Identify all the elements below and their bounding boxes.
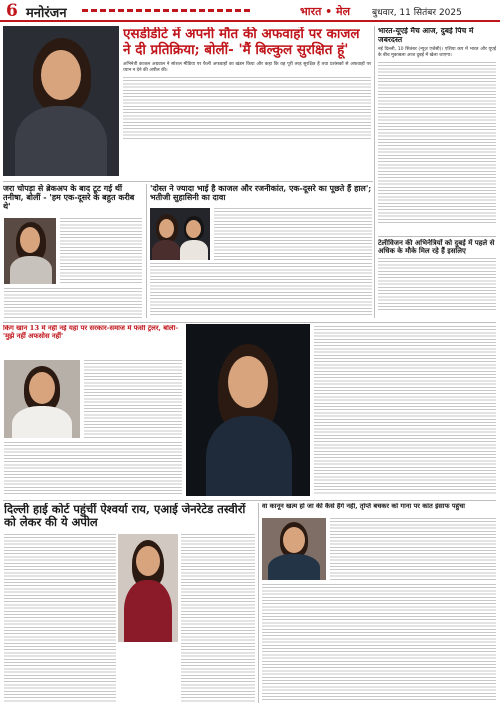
lead-headline: एसडीडीटे में अपनी मौत की अफवाहों पर काजल ने दी प्रतिक्रिया; बोलीं- 'मैं बिल्कुल सुरक्षित हूं' [123, 27, 360, 58]
page-number: 6 [6, 1, 18, 21]
mid-third-headline: किंग खान 13 में नहीं नई यहां पर सरकार-समाज में फंसी ट्रेलर, बोलीं- 'मुझे नहीं अफसोस नहीं' [3, 325, 179, 340]
masthead [0, 0, 500, 22]
lead-story [123, 27, 371, 177]
bottom-left-photo [118, 534, 178, 642]
section-decoration [82, 9, 252, 12]
mid-third-photo-left [4, 360, 80, 438]
bottom-right-headline: वा कानून खत्म हो जा की कैसे हैंगे नहीं, तृप्ति बचकर को गाना पर कांत इंसाफ पहुंचा [262, 503, 465, 510]
section-title: मनोरंजन [26, 6, 67, 21]
right-top-story [378, 27, 496, 233]
right-top-intro: नई दिल्ली, 10 सितंबर (न्यूज़ एजेंसी)। एशिया कप में भारत और यूएई के बीच मुकाबला आज दुबई में खेला जाएगा। [378, 47, 496, 59]
dateline: बुधवार, 11 सितंबर 2025 [372, 8, 462, 18]
right-mid-story [378, 239, 496, 319]
right-mid-headline: टेलीविजन की अभिनेत्रियों को दुबई में पहले से अधिक के मौके मिल रहे हैं इसलिए [378, 239, 495, 256]
right-top-headline: भारत-यूएई मैच आज, दुबई पिच में जबरदस्त [378, 27, 474, 44]
mid-center-headline: 'दोस्त ने ज्यादा भाई है काजल और रजनीकांत, एक-दूसरे का पूछते हैं हाल'; भतीजी सुहासिनी का दावा [150, 184, 372, 203]
mid-third-story [3, 325, 183, 365]
mid-third-photo-right [186, 324, 310, 496]
lead-photo [3, 26, 119, 176]
lead-intro: अभिनेत्री काजल अग्रवाल ने सोशल मीडिया पर फैली अफवाहों का खंडन किया और कहा कि वह पूरी तरह सुरक्षित हैं तथा प्रशंसकों से अफवाहों पर ध्यान न देने की अपील की। [123, 62, 371, 74]
newspaper-brand: भारत • मेल [300, 5, 351, 18]
mid-left-photo [4, 218, 56, 284]
mid-left-headline: जरा चोपड़ा से ब्रेकअप के बाद टूट गई थीं तनीषा, बोलीं - 'हम एक-दूसरे के बहुत करीब थे' [3, 184, 135, 212]
mid-center-photo [150, 208, 210, 260]
bottom-right-photo [262, 518, 326, 580]
bottom-left-headline: दिल्ली हाई कोर्ट पहुंचीं ऐश्वर्या राय, एआई जेनरेटेड तस्वीरों को लेकर की ये अपील [4, 503, 246, 530]
